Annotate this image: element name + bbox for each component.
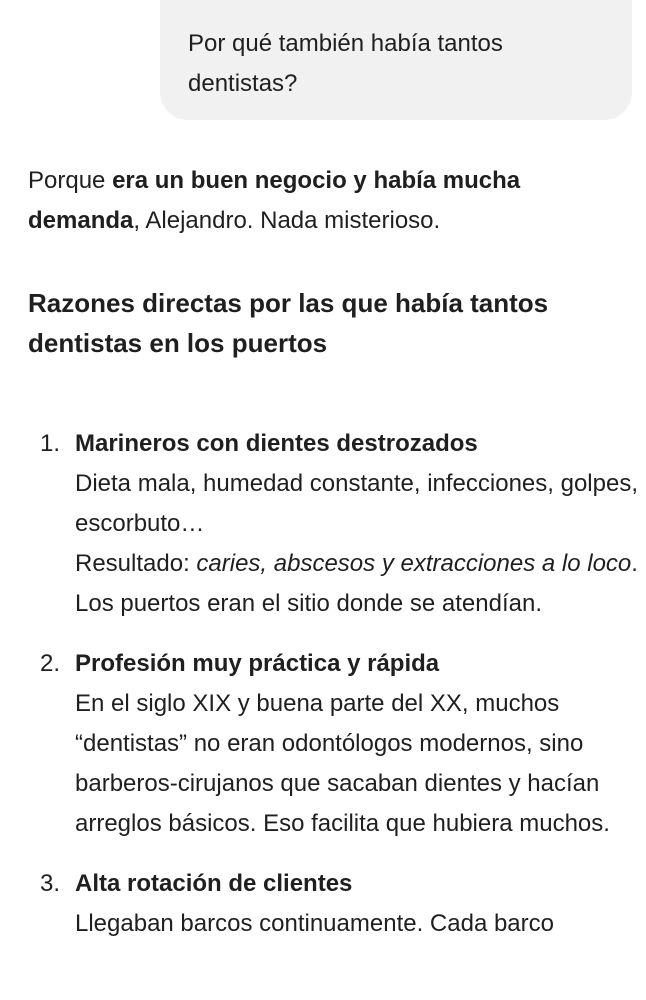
user-message-text: Por qué también había tantos dentistas? bbox=[188, 30, 503, 97]
list-item-title: Alta rotación de clientes bbox=[75, 870, 353, 897]
answer-intro-suffix: , Alejandro. Nada misterioso. bbox=[133, 207, 441, 234]
list-item-body: En el siglo XIX y buena parte del XX, muchos “dentistas” no eran odontólogos modernos, sino barberos-cirujanos que sacaban dientes y hacían arreglos básicos. Eso facilita que hubiera muchos. bbox=[75, 690, 610, 837]
list-item-1 bbox=[28, 424, 638, 624]
list-item-title: Marineros con dientes destrozados bbox=[75, 430, 478, 457]
result-italic: caries, abscesos y extracciones a lo loco bbox=[196, 550, 632, 577]
list-item-body: Llegaban barcos continuamente. Cada barco bbox=[75, 910, 554, 937]
reasons-list bbox=[28, 424, 638, 944]
list-item-body bbox=[75, 464, 638, 624]
list-item-result bbox=[75, 544, 638, 584]
result-prefix: Resultado: bbox=[75, 550, 197, 577]
section-heading: Razones directas por las que había tantos dentistas en los puertos bbox=[28, 288, 549, 358]
list-item-line: Dieta mala, humedad constante, infecciones, golpes, escorbuto… bbox=[75, 470, 639, 537]
answer-intro bbox=[28, 161, 638, 241]
assistant-response bbox=[28, 161, 638, 964]
answer-intro-prefix: Porque bbox=[28, 167, 113, 194]
result-suffix: . bbox=[631, 550, 638, 577]
list-item-3 bbox=[28, 864, 638, 944]
list-item-title: Profesión muy práctica y rápida bbox=[75, 650, 440, 677]
list-item-number: 2. bbox=[40, 650, 61, 677]
list-item-2 bbox=[28, 644, 638, 844]
user-message-bubble bbox=[160, 0, 632, 120]
list-item-number: 1. bbox=[40, 430, 61, 457]
list-item-number: 3. bbox=[40, 870, 61, 897]
answer-intro-bold: era un buen negocio y había mucha demanda bbox=[28, 167, 521, 234]
list-item-line: Los puertos eran el sitio donde se atendían. bbox=[75, 590, 542, 617]
